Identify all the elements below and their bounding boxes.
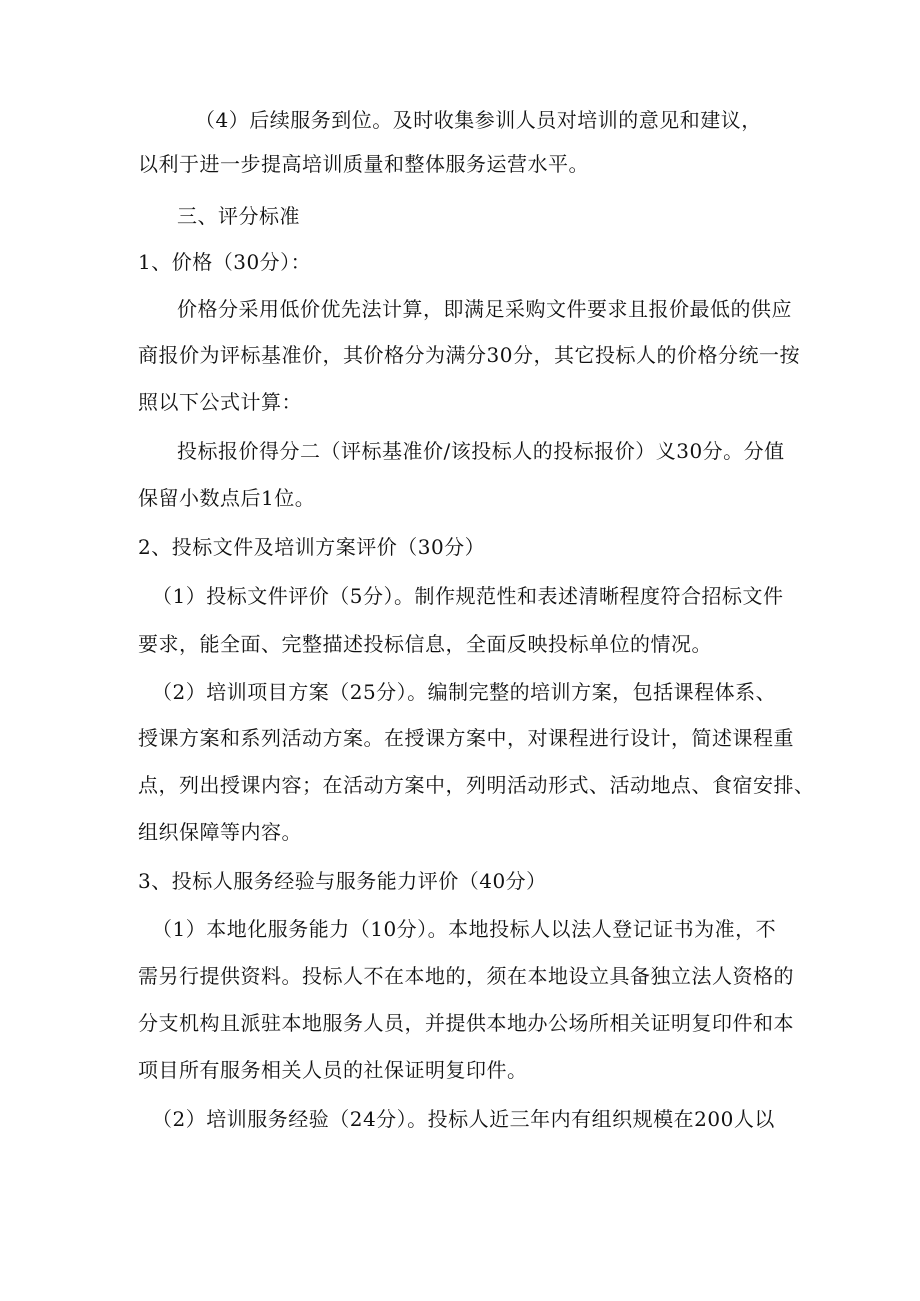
- paragraph-line: 以利于进一步提高培训质量和整体服务运营水平。: [138, 152, 589, 176]
- paragraph-line: 价格分采用低价优先法计算，即满足采购文件要求且报价最低的供应: [177, 297, 792, 321]
- subsection-heading: 2、投标文件及培训方案评价（30分）: [138, 535, 486, 559]
- paragraph-line: 分支机构且派驻本地服务人员，并提供本地办公场所相关证明复印件和本: [138, 1011, 794, 1035]
- paragraph-line: 要求，能全面、完整描述投标信息，全面反映投标单位的情况。: [138, 632, 712, 656]
- paragraph-line: （2）培训服务经验（24分）。投标人近三年内有组织规模在200人以: [152, 1107, 775, 1131]
- section-heading: 三、评分标准: [177, 204, 300, 228]
- paragraph-line: （1）投标文件评价（5分）。制作规范性和表述清晰程度符合招标文件: [152, 584, 784, 608]
- paragraph-line: （4）后续服务到位。及时收集参训人员对培训的意见和建议，: [195, 108, 762, 132]
- paragraph-line: 项目所有服务相关人员的社保证明复印件。: [138, 1058, 528, 1082]
- paragraph-line: 商报价为评标基准价，其价格分为满分30分，其它投标人的价格分统一按: [138, 343, 800, 367]
- paragraph-line: 照以下公式计算：: [138, 390, 302, 414]
- paragraph-line: 保留小数点后1位。: [138, 486, 316, 510]
- paragraph-line: 组织保障等内容。: [138, 820, 302, 844]
- paragraph-line: 点，列出授课内容；在活动方案中，列明活动形式、活动地点、食宿安排、: [138, 773, 815, 797]
- paragraph-line: 需另行提供资料。投标人不在本地的，须在本地设立具备独立法人资格的: [138, 964, 794, 988]
- paragraph-line: （2）培训项目方案（25分）。编制完整的培训方案，包括课程体系、: [152, 680, 777, 704]
- paragraph-line: 授课方案和系列活动方案。在授课方案中，对课程进行设计，简述课程重: [138, 726, 794, 750]
- subsection-heading: 3、投标人服务经验与服务能力评价（40分）: [138, 869, 547, 893]
- paragraph-line: （1）本地化服务能力（10分）。本地投标人以法人登记证书为准，不: [152, 917, 777, 941]
- formula-line: 投标报价得分二（评标基准价/该投标人的投标报价）义30分。分值: [177, 439, 785, 463]
- subsection-heading: 1、价格（30分）：: [138, 250, 312, 274]
